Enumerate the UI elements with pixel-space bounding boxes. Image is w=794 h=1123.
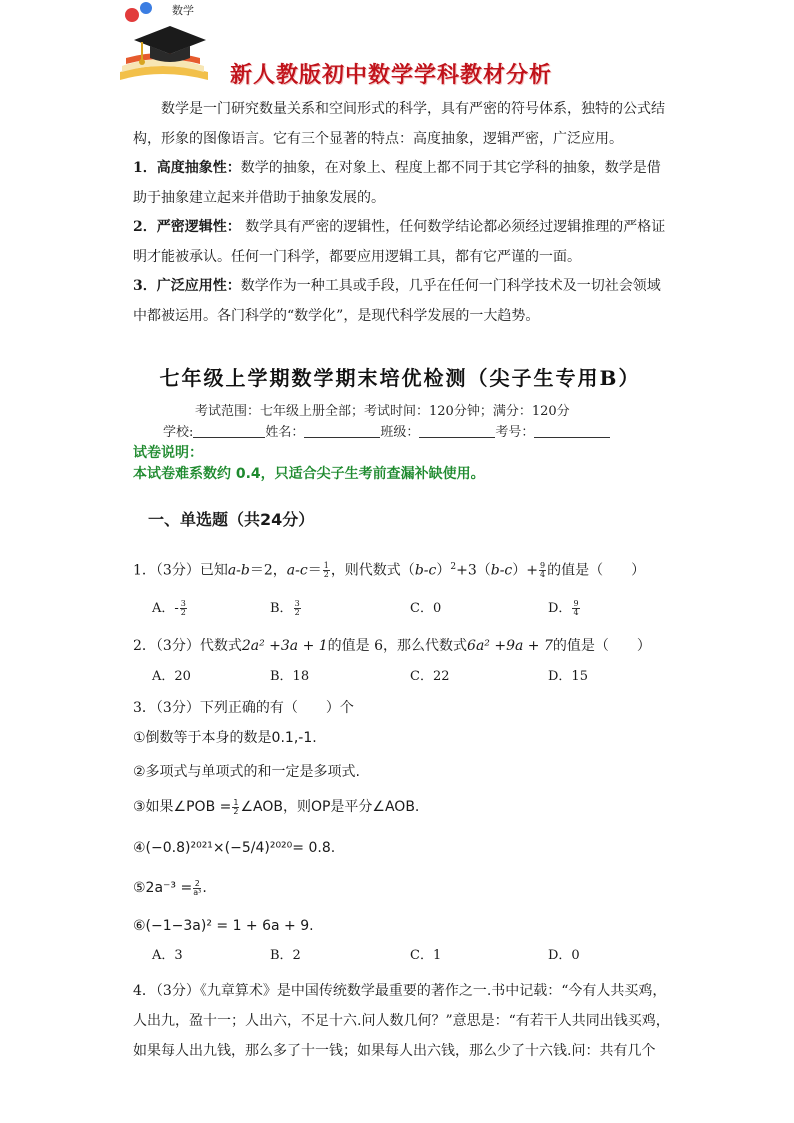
q3-option-c[interactable]: C．1 [410, 948, 442, 963]
frac-num: 3 [294, 599, 300, 608]
q1-option-a[interactable] [152, 599, 188, 619]
exam-scope: 考试范围：七年级上册全部；考试时间：120分钟；满分：120分 [195, 404, 570, 419]
frac-den: 2 [294, 608, 300, 617]
frac-den: a³ [193, 887, 202, 897]
q3-option-b[interactable]: B．2 [270, 948, 301, 963]
number-label: 考号： [495, 425, 535, 440]
q-text: ） [436, 562, 451, 579]
svg-text:数学: 数学 [172, 4, 194, 17]
name-blank [304, 423, 380, 438]
notes-heading: 试卷说明： [133, 445, 203, 461]
q1-option-b[interactable] [270, 599, 302, 619]
name-label: 姓名： [265, 425, 305, 440]
feature-2 [133, 213, 673, 243]
school-label: 学校: [163, 425, 194, 440]
fraction [232, 799, 239, 816]
frac-den: 2 [180, 608, 186, 617]
fraction [294, 600, 301, 617]
question-4-line: 4．（3分）《九章算术》是中国传统数学最重要的著作之一.书中记载：“今有人共买鸡， [133, 983, 667, 999]
q1-option-c[interactable] [410, 599, 441, 619]
option-label: C．0 [410, 601, 442, 616]
q-text: 2．（3分）代数式 [133, 638, 242, 654]
feature-3 [133, 272, 673, 302]
statement-3 [133, 797, 419, 817]
feature-heading: 3．广泛应用性： [133, 278, 241, 294]
stmt-text: ③如果∠POB = [133, 799, 232, 815]
q-text: 的值是 6，那么代数式 [327, 638, 468, 654]
frac-num: 3 [180, 599, 186, 608]
intro-line: 构，形象的图像语言。它有三个显著的特点：高度抽象，逻辑严密，广泛应用。 [133, 130, 623, 147]
feature-heading: 2．严密逻辑性： [133, 219, 241, 235]
logo-graduation-cap [112, 2, 217, 88]
q3-option-d[interactable]: D．0 [548, 948, 580, 963]
q-text: ）+ [512, 562, 539, 579]
q-math: 6a² +9a + 7 [467, 638, 553, 654]
banner-title: 新人教版初中数学学科教材分析 [230, 63, 553, 88]
q-exp: 2 [450, 562, 457, 572]
frac-den: 2 [233, 806, 239, 816]
q-math: b-c [490, 562, 513, 579]
question-4-line: 人出九，盈十一；人出六，不足十六.问人数几何？”意思是：“有若干人共同出钱买鸡， [133, 1013, 670, 1029]
feature-text: 数学的抽象，在对象上、程度上都不同于其它学科的抽象，数学是借 [240, 160, 661, 176]
q3-option-a[interactable]: A．3 [152, 948, 183, 963]
stmt-text: . [202, 880, 207, 896]
frac-num: 1 [233, 797, 239, 807]
feature-1 [133, 154, 673, 184]
notes-text: 本试卷难系数约 0.4，只适合尖子生考前查漏补缺使用。 [133, 466, 485, 482]
q-text: 的值是（ ） [552, 638, 651, 654]
q-text: ＝2， [249, 562, 287, 579]
q-text: ＝ [307, 562, 322, 579]
question-1 [133, 557, 645, 581]
q2-option-c[interactable]: C．22 [410, 669, 450, 684]
feature-text: 数学具有严密的逻辑性，任何数学结论都必须经过逻辑推理的严格证 [240, 219, 666, 235]
statement-6: ⑥(−1−3a)² = 1 + 6a + 9. [133, 918, 314, 934]
feature-heading: 1．高度抽象性： [133, 160, 241, 176]
intro-section [133, 95, 673, 331]
q-math: 2a² +3a + 1 [241, 638, 328, 654]
fraction [193, 880, 201, 897]
option-label: B． [270, 601, 293, 616]
question-4-line: 如果每人出九钱，那么多了十一钱；如果每人出六钱，那么少了十六钱.问：共有几个 [133, 1043, 656, 1059]
frac-num: 9 [573, 599, 579, 608]
statement-1: ①倒数等于本身的数是0.1,-1. [133, 730, 317, 746]
feature-text: 中都被运用。各门科学的“数学化”，是现代科学发展的一大趋势。 [133, 307, 540, 324]
number-blank [534, 423, 610, 438]
option-label: D． [548, 601, 572, 616]
class-label: 班级： [380, 425, 420, 440]
fraction [180, 600, 187, 617]
q-math: a-b [227, 562, 250, 579]
q-text: 的值是（ ） [547, 562, 646, 579]
fraction [323, 562, 330, 579]
section-heading: 一、单选题（共24分） [148, 510, 315, 529]
stmt-text: ⑤2a⁻³ = [133, 880, 193, 896]
q-math: b-c [414, 562, 437, 579]
q2-option-d[interactable]: D．15 [548, 669, 588, 684]
class-blank [419, 423, 495, 438]
feature-text: 数学作为一种工具或手段，几乎在任何一门科学技术及一切社会领域 [240, 278, 661, 294]
q-math: a-c [286, 562, 308, 579]
stmt-text: ∠AOB，则OP是平分∠AOB. [240, 799, 420, 815]
exam-title: 七年级上学期数学期末培优检测（尖子生专用B） [159, 366, 641, 390]
fraction [572, 600, 579, 617]
statement-4: ④(−0.8)²⁰²¹×(−5/4)²⁰²⁰= 0.8. [133, 840, 336, 856]
frac-den: 4 [573, 608, 579, 617]
feature-text: 助于抽象建立起来并借助于抽象发展的。 [133, 189, 385, 206]
frac-num: 1 [323, 561, 329, 571]
frac-num: 9 [540, 561, 546, 571]
q2-option-b[interactable]: B．18 [270, 669, 310, 684]
option-label: A．- [152, 601, 179, 616]
frac-den: 4 [540, 570, 546, 580]
q-text: 1．（3分）已知 [133, 562, 228, 579]
q1-option-d[interactable] [548, 599, 581, 619]
q2-option-a[interactable]: A．20 [152, 669, 191, 684]
q-text: +3（ [456, 562, 491, 579]
feature-text: 明才能被承认。任何一门科学，都要应用逻辑工具，都有它严谨的一面。 [133, 248, 581, 265]
q-text: ，则代数式（ [330, 562, 415, 579]
frac-num: 2 [194, 878, 200, 888]
fraction [539, 562, 546, 579]
school-blank [193, 423, 265, 438]
statement-2: ②多项式与单项式的和一定是多项式. [133, 764, 361, 780]
statement-5 [133, 878, 207, 898]
intro-line: 数学是一门研究数量关系和空间形式的科学，具有严密的符号体系，独特的公式结 [161, 101, 665, 117]
question-3: 3．（3分）下列正确的有（ ）个 [133, 700, 354, 716]
student-info-row [163, 423, 610, 443]
question-2 [133, 636, 651, 656]
frac-den: 2 [323, 570, 329, 580]
